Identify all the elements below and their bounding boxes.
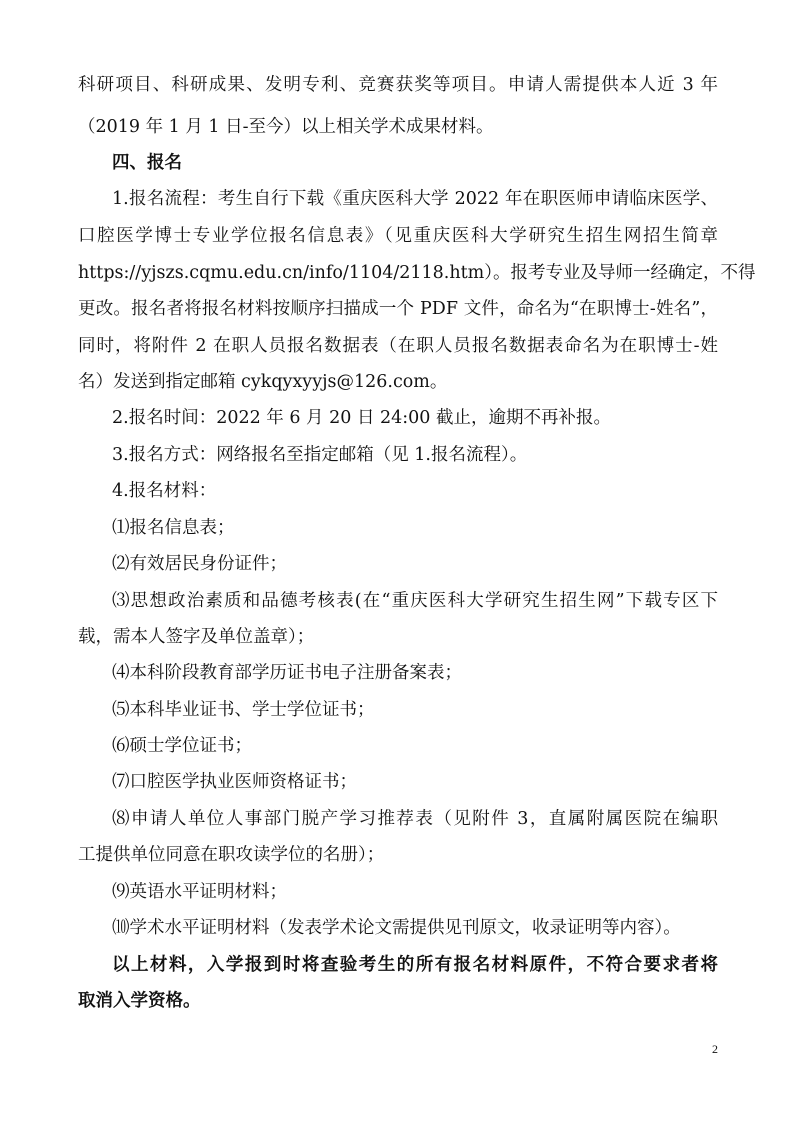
list-item: ⑸本科毕业证书、学士学位证书； [112, 700, 375, 720]
list-item: ⑺口腔医学执业医师资格证书； [112, 772, 357, 792]
list-item-continuation: 载，需本人签字及单位盖章）； [78, 627, 315, 647]
list-item: ⑶思想政治素质和品德考核表(在“重庆医科大学研究生招生网”下载专区下 [112, 591, 718, 611]
paragraph-line: 科研项目、科研成果、发明专利、竞赛获奖等项目。申请人需提供本人近 3 年 [78, 75, 718, 95]
section-heading: 四、报名 [112, 153, 182, 173]
list-item: ⑷本科阶段教育部学历证书电子注册备案表； [112, 663, 462, 683]
list-item: ⑽学术水平证明材料（发表学术论文需提供见刊原文，收录证明等内容）。 [112, 918, 681, 938]
list-item: ⑻申请人单位人事部门脱产学习推荐表（见附件 3，直属附属医院在编职 [112, 809, 718, 829]
list-item: ⑵有效居民身份证件； [112, 554, 287, 574]
paragraph-line: 名）发送到指定邮箱 cykqyxyyjs@126.com。 [78, 372, 448, 392]
paragraph-line: 口腔医学博士专业学位报名信息表》（见重庆医科大学研究生招生网招生简章 [78, 226, 718, 246]
paragraph-line: https://yjszs.cqmu.edu.cn/info/1104/2118.htm）。报考专业及导师一经确定，不得 [78, 263, 756, 283]
paragraph-line: 2.报名时间：2022 年 6 月 20 日 24:00 截止，逾期不再补报。 [112, 408, 612, 428]
list-item-continuation: 工提供单位同意在职攻读学位的名册）； [78, 845, 385, 865]
notice-line: 取消入学资格。 [78, 991, 201, 1011]
paragraph-line: 1.报名流程：考生自行下载《重庆医科大学 2022 年在职医师申请临床医学、 [112, 189, 718, 209]
paragraph-line: 3.报名方式：网络报名至指定邮箱（见 1.报名流程）。 [112, 445, 528, 465]
list-item: ⑴报名信息表； [112, 518, 235, 538]
page-number: 2 [712, 1042, 718, 1056]
list-item: ⑼英语水平证明材料； [112, 882, 287, 902]
notice-line: 以上材料，入学报到时将查验考生的所有报名材料原件，不符合要求者将 [112, 955, 718, 975]
list-item: ⑹硕士学位证书； [112, 736, 252, 756]
paragraph-line: （2019 年 1 月 1 日-至今）以上相关学术成果材料。 [78, 117, 494, 137]
paragraph-line: 更改。报名者将报名材料按顺序扫描成一个 PDF 文件，命名为“在职博士-姓名”， [78, 299, 718, 319]
paragraph-line: 同时，将附件 2 在职人员报名数据表（在职人员报名数据表命名为在职博士-姓 [78, 336, 718, 356]
paragraph-line: 4.报名材料： [112, 481, 217, 501]
